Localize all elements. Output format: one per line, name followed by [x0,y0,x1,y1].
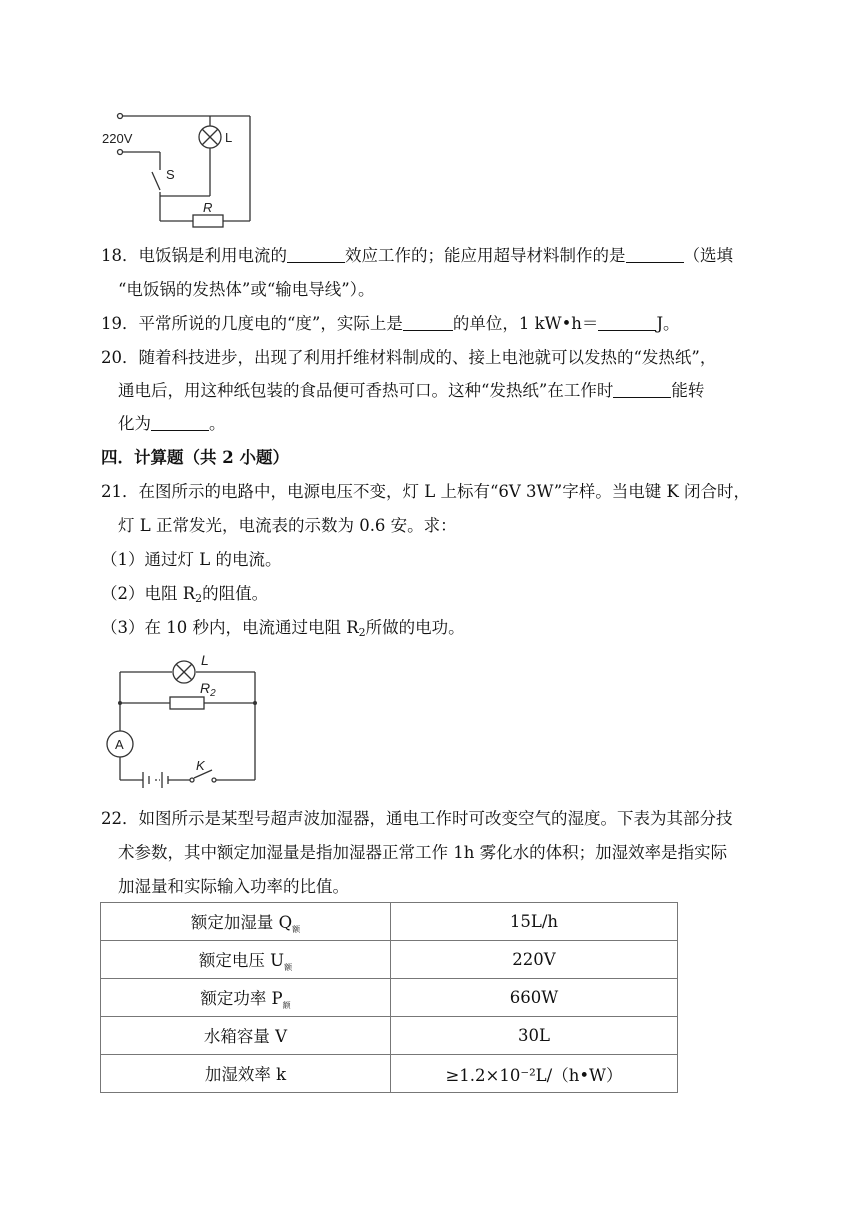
question-20-line-3 [118,413,226,435]
question-18-text: 效应工作的；能应用超导材料制作的是 [345,246,626,265]
table-row [101,903,678,941]
question-20-text: 。 [209,414,226,433]
question-21-text: 在图所示的电路中，电源电压不变，灯 L 上标有“6V 3W”字样。当电键 K 闭合时， [138,482,751,501]
subscript: 2 [195,592,203,605]
table-cell-label: 额定电压 $U_额$ [101,941,391,979]
fig2-lamp-label: L [201,652,209,668]
answer-blank[interactable] [403,314,453,331]
question-20-text: 化为 [118,414,151,433]
table-cell-value: 660W [391,979,678,1017]
table-cell-label: 额定加湿量 $Q_额$ [101,903,391,941]
question-21-number: 21． [101,482,139,501]
answer-blank[interactable] [151,414,209,431]
question-20-line-1 [101,347,716,369]
question-20-line-2 [118,380,704,402]
part-3-text: （3）在 10 秒内，电流通过电阻 R [101,618,359,637]
question-19-text: 的单位，1 kW•h＝ [452,314,599,333]
question-18-text: 电饭锅是利用电流的 [138,246,287,265]
table-cell-label: 加湿效率 k [101,1055,391,1093]
table-row [101,979,678,1017]
fig1-switch-label: S [166,167,175,182]
answer-blank[interactable] [287,246,345,263]
ammeter-symbol: A [115,737,124,752]
question-19 [101,313,680,335]
answer-blank[interactable] [613,381,671,398]
question-19-text: 平常所说的几度电的“度”，实际上是 [138,314,403,333]
question-22-text: 加湿量和实际输入功率的比值。 [118,877,349,896]
fig2-resistor-label: $R_2$ [200,680,216,699]
question-18-line-2 [118,279,375,301]
table-cell-value: 15L/h [391,903,678,941]
question-21-line-1 [101,481,750,503]
question-20-text: 通电后，用这种纸包装的食品便可香热可口。这种“发热纸”在工作时 [118,381,614,400]
table-cell-label: 水箱容量 V [101,1017,391,1055]
part-2-text: （2）电阻 R [101,584,196,603]
table-cell-value: ≥1.2×10⁻²L/（h•W） [391,1055,678,1093]
fig1-lamp-label: L [225,130,233,145]
question-21-part-2 [101,583,268,610]
circuit-figure-2 [100,648,265,790]
question-18-text: （选填 [683,246,733,265]
question-22-text: 如图所示是某型号超声波加湿器，通电工作时可改变空气的湿度。下表为其部分技 [138,809,733,828]
parameter-table [100,902,678,1093]
circuit-figure-1 [100,108,260,233]
question-21-part-1: （1）通过灯 L 的电流。 [101,550,282,569]
question-22-line-2 [118,842,727,864]
part-2-text: 的阻值。 [202,584,269,603]
table-cell-value: 30L [391,1017,678,1055]
part-3-text: 所做的电功。 [365,618,465,637]
table-cell-value: 220V [391,941,678,979]
fig1-voltage-label: 220V [102,131,133,146]
question-20-text: 能转 [671,381,705,400]
table-row [101,941,678,979]
table-row [101,1055,678,1093]
answer-blank[interactable] [598,314,656,331]
question-20-number: 20． [101,348,139,367]
question-21-text: 灯 L 正常发光，电流表的示数为 0.6 安。求： [118,516,457,535]
question-21-line-2 [118,515,457,537]
table-cell-label: 额定功率 $P_额$ [101,979,391,1017]
question-22-line-1 [101,808,733,830]
table-row [101,1017,678,1055]
fig1-resistor-label: R [203,200,213,215]
question-19-number: 19． [101,314,139,333]
question-22-text: 术参数，其中额定加湿量是指加湿器正常工作 1h 雾化水的体积；加湿效率是指实际 [118,843,728,862]
question-18-line-1 [101,245,733,267]
section-heading: 四．计算题（共 2 小题） [101,448,289,467]
fig2-key-label: K [196,758,205,773]
question-18-number: 18． [101,246,139,265]
question-22-number: 22． [101,809,139,828]
question-19-text: J。 [656,314,680,333]
subscript: 2 [358,626,366,639]
question-21-part-3 [101,617,465,644]
answer-blank[interactable] [626,246,684,263]
question-22-line-3 [118,876,349,898]
question-18-options: “电饭锅的发热体”或“输电导线”）。 [118,280,375,299]
question-20-text: 随着科技进步，出现了利用扦维材料制成的、接上电池就可以发热的“发热纸”， [138,348,717,367]
